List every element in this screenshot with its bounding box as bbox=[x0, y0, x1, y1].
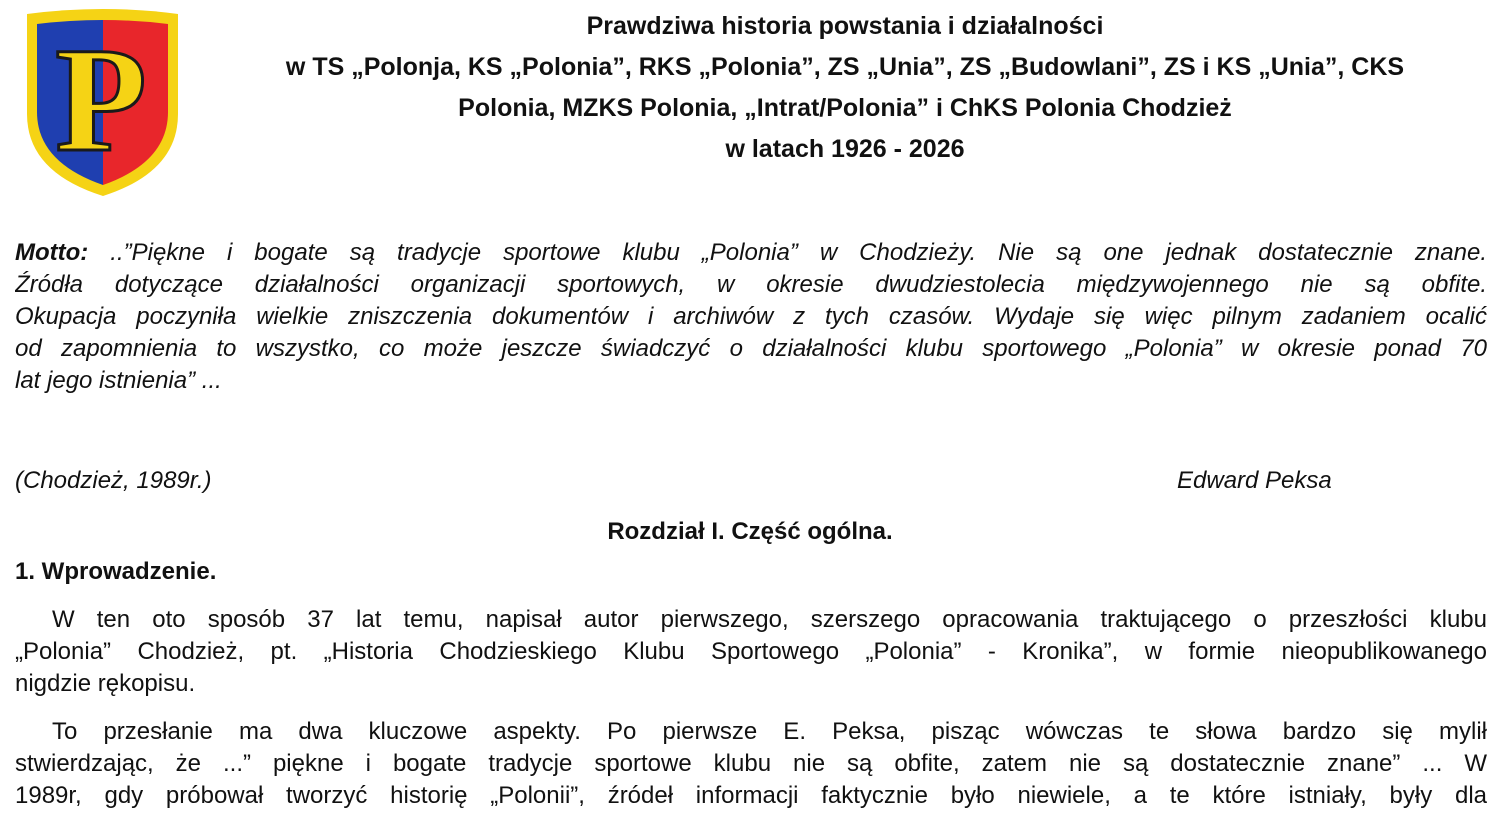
paragraph-line: „Polonia” Chodzież, pt. „Historia Chodzieskiego Klubu Sportowego „Polonia” - Kronika”, w formie nieopublikowanego bbox=[15, 638, 1487, 665]
paragraph-line: nigdzie rękopisu. bbox=[15, 670, 196, 697]
motto-line: od zapomnienia to wszystko, co może jeszcze świadczyć o działalności klubu sportowego „Polonia” w okresie ponad 70 bbox=[15, 335, 1487, 362]
title-line: Prawdziwa historia powstania i działalności bbox=[586, 12, 1104, 40]
paragraph-line: W ten oto sposób 37 lat temu, napisał autor pierwszego, szerszego opracowania traktującego o przeszłości klubu bbox=[52, 606, 1487, 633]
title-line: w TS „Polonja, KS „Polonia”, RKS „Polonia”, ZS „Unia”, ZS „Budowlani”, ZS i KS „Unia”, CKS bbox=[285, 53, 1405, 81]
paragraph-line: stwierdzając, że ...” piękne i bogate tradycje sportowe klubu nie są obfite, zatem nie są dostatecznie znane” ... W bbox=[15, 750, 1487, 777]
title-line: Polonia, MZKS Polonia, „Intrat/Polonia” i ChKS Polonia Chodzież bbox=[458, 94, 1232, 122]
signature-author: Edward Peksa bbox=[1177, 467, 1332, 494]
club-crest-logo bbox=[25, 2, 180, 196]
motto-label: Motto: bbox=[15, 239, 89, 266]
motto-line: lat jego istnienia” ... bbox=[15, 367, 222, 394]
motto-line: Okupacja poczyniła wielkie zniszczenia dokumentów i archiwów z tych czasów. Wydaje się więc pilnym zadaniem ocalić bbox=[15, 303, 1487, 330]
chapter-heading: Rozdział I. Część ogólna. bbox=[607, 518, 893, 545]
section-heading: 1. Wprowadzenie. bbox=[15, 558, 217, 585]
document-title bbox=[190, 6, 1500, 170]
motto-quote bbox=[15, 237, 1487, 397]
paragraph-line: 1989r, gdy próbował tworzyć historię „Polonii”, źródeł informacji faktycznie było niewiele, a te które istniały, były dla bbox=[15, 782, 1487, 809]
paragraph-line: To przesłanie ma dwa kluczowe aspekty. Po pierwsze E. Peksa, pisząc wówczas te słowa bardzo się mylił bbox=[52, 718, 1487, 745]
title-line: w latach 1926 - 2026 bbox=[725, 135, 965, 163]
crest-letter: P bbox=[55, 17, 147, 183]
motto-line: ..”Piękne i bogate są tradycje sportowe klubu „Polonia” w Chodzieży. Nie są one jednak dostatecznie znane. bbox=[88, 239, 1487, 266]
body-paragraph bbox=[15, 604, 1487, 700]
signature-place-date: (Chodzież, 1989r.) bbox=[15, 467, 212, 494]
motto-line: Źródła dotyczące działalności organizacji sportowych, w okresie dwudziestolecia międzywojennego nie są obfite. bbox=[15, 271, 1487, 298]
body-paragraph bbox=[15, 716, 1487, 812]
